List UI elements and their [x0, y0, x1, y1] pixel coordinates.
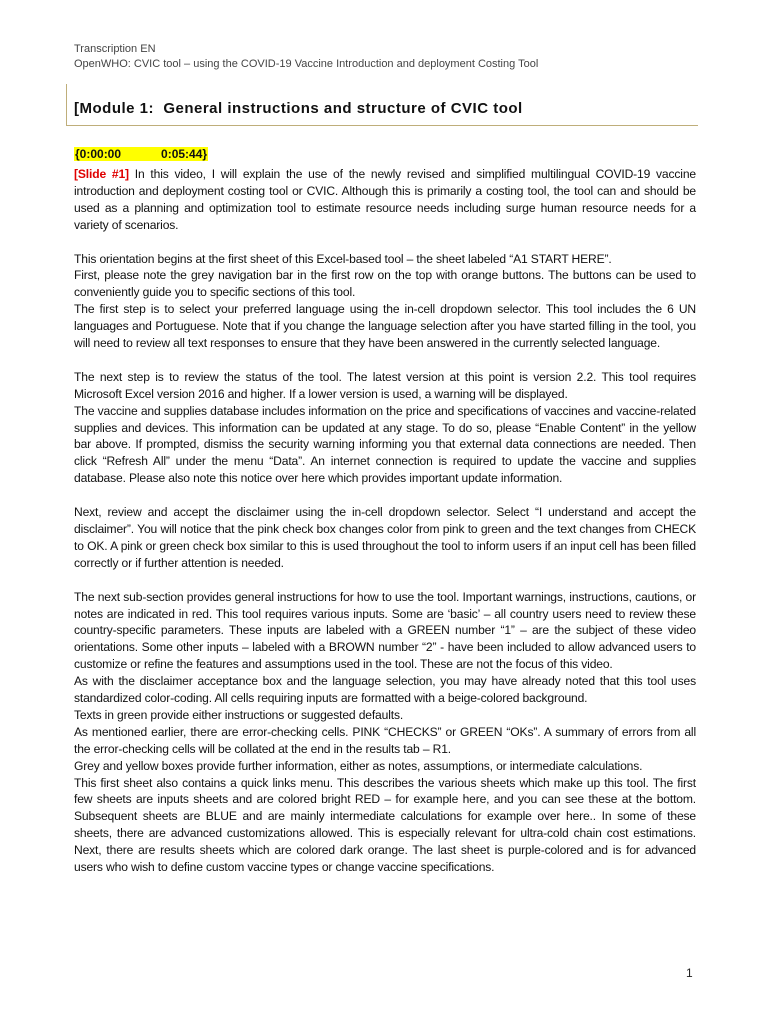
module-title: [Module 1: General instructions and structure of CVIC tool [74, 100, 523, 117]
paragraph-12: Grey and yellow boxes provide further information, either as notes, assumptions, or intermediate calculations. [74, 758, 643, 773]
paragraph-10: Texts in green provide either instructions or suggested defaults. [74, 707, 404, 722]
paragraph-2: This orientation begins at the first sheet of this Excel-based tool – the sheet labeled “A1 START HERE”. [74, 251, 612, 266]
slide-tag: [Slide #1] [74, 167, 129, 181]
paragraph-1 [74, 166, 696, 234]
paragraph-8: The next sub-section provides general instructions for how to use the tool. Important warnings, instructions, cautions, or notes are indicated in red. This tool requires various inputs. Some are ‘basic’ – all country users need to review these country-specific parameters. These inputs are labeled with a GREEN number “1” – are the subject of these video orientations. Some other inputs – labeled with a BROWN number “2” - have been included to allow advanced users to customize or refine the features and assumptions used in the tool. These are not the focus of this video. [74, 589, 696, 672]
paragraph-11: As mentioned earlier, there are error-checking cells. PINK “CHECKS” or GREEN “OKs”. A summary of errors from all the error-checking cells will be collated at the end in the results tab – R1. [74, 724, 696, 756]
document-header [74, 42, 714, 72]
paragraph-1-text: In this video, I will explain the use of the newly revised and simplified multilingual COVID-19 vaccine introduction and deployment costing tool or CVIC. Although this is primarily a costing tool, the tool can and should be used as a planning and optimization tool to estimate resource needs including surge human resource needs for a variety of scenarios. [74, 167, 696, 232]
paragraph-13: This first sheet also contains a quick links menu. This describes the various sheets which make up this tool. The first few sheets are inputs sheets and are colored bright RED – for example here, and you can see these at the bottom. Subsequent sheets are BLUE and are mainly intermediate calculations for example over here.. In some of these sheets, there are advanced customizations allowed. This is especially relevant for ultra-cold chain cost estimations. Next, there are results sheets which are colored dark orange. The last sheet is purple-colored and is for advanced users who wish to define custom vaccine types or change vaccine specifications. [74, 775, 696, 875]
page-number: 1 [686, 966, 693, 980]
paragraph-6: The vaccine and supplies database includes information on the price and specifications of vaccines and vaccine-related supplies and devices. This information can be updated at any stage. To do so, please “Enable Content” in the yellow bar above. If prompted, dismiss the security warning informing you that external data connections are needed. Then click “Refresh All” under the menu “Data”. An internet connection is required to update the vaccine and supplies database. Please also note this notice over here which provides important update information. [74, 403, 696, 486]
paragraph-9: As with the disclaimer acceptance box and the language selection, you may have already noted that this tool uses standardized color-coding. All cells requiring inputs are formatted with a beige-colored background. [74, 674, 696, 706]
paragraph-4: The first step is to select your preferred language using the in-cell dropdown selector. This tool includes the 6 UN languages and Portuguese. Note that if you change the language selection after you have started filling in the tool, you will need to review all text responses to ensure that they have been answered in the currently selected language. [74, 302, 696, 351]
paragraph-7: Next, review and accept the disclaimer using the in-cell dropdown selector. Select “I understand and accept the disclaimer”. You will notice that the pink check box changes color from pink to green and the text changes from CHECK to OK. A pink or green check box similar to this is used throughout the tool to inform users if an input cell has been filled correctly or if further attention is needed. [74, 505, 696, 570]
transcript-body [74, 166, 696, 876]
header-line-1: Transcription EN [74, 43, 156, 55]
header-line-2: OpenWHO: CVIC tool – using the COVID-19 Vaccine Introduction and deployment Costing Tool [74, 58, 539, 70]
timestamp-highlight: {0:00:00 0:05:44} [75, 147, 208, 161]
paragraph-5: The next step is to review the status of the tool. The latest version at this point is version 2.2. This tool requires Microsoft Excel version 2016 and higher. If a lower version is used, a warning will be displayed. [74, 369, 696, 401]
paragraph-3: First, please note the grey navigation bar in the first row on the top with orange buttons. The buttons can be used to conveniently guide you to specific sections of this tool. [74, 268, 696, 300]
